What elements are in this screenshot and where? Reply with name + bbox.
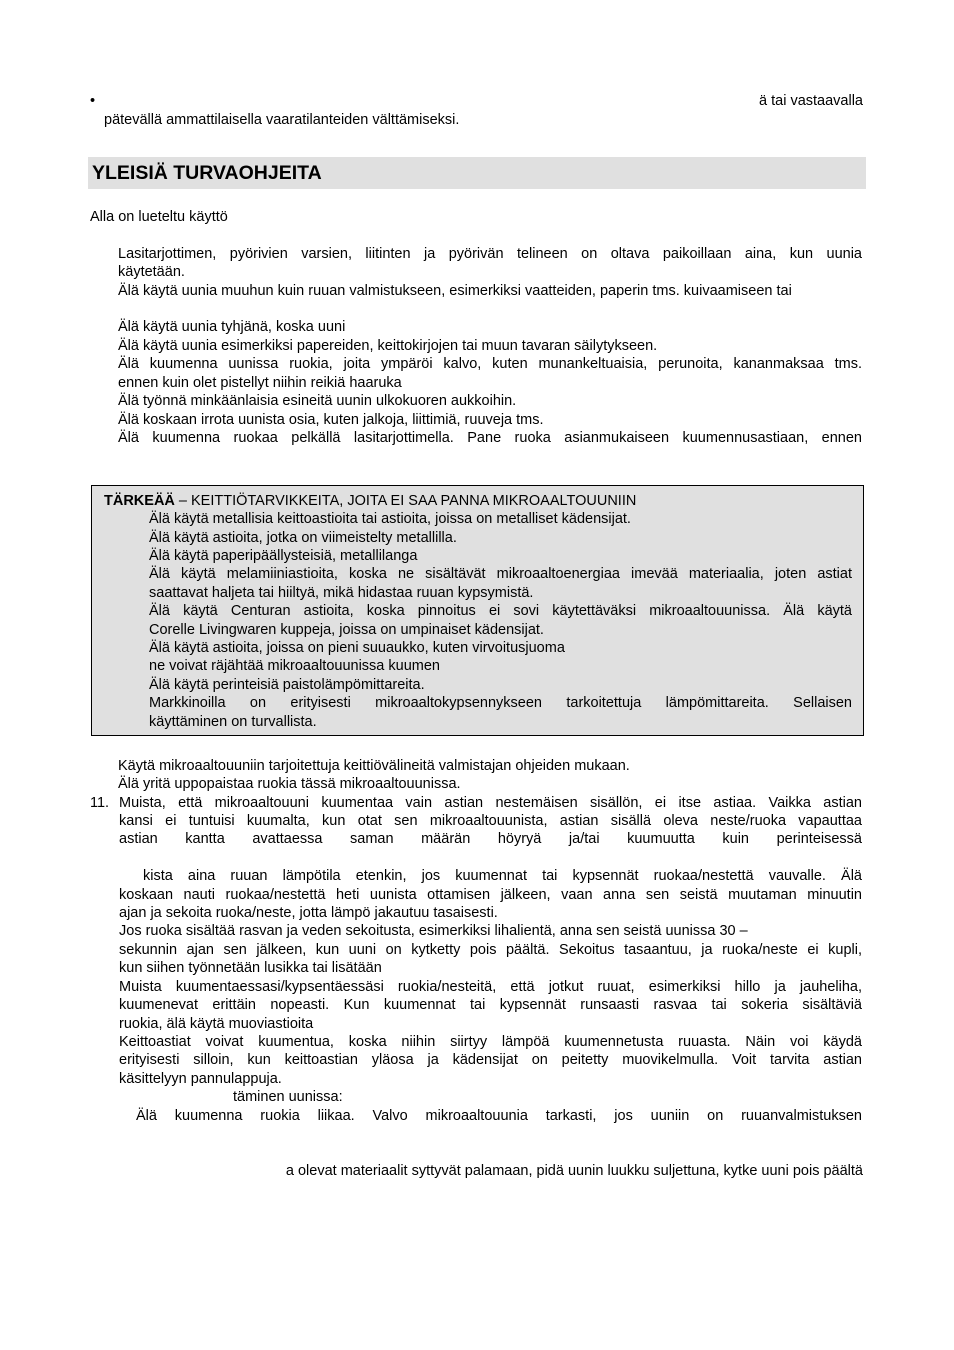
after-line: Älä yritä uppopaistaa ruokia tässä mikroaaltouunissa.	[118, 776, 461, 792]
body-line: täminen uunissa:	[233, 1089, 343, 1105]
important-heading	[104, 492, 636, 510]
rule-line: Älä kuumenna ruokaa pelkällä lasitarjottimella. Pane ruoka asianmukaiseen kuumennusastiaan, ennen	[118, 430, 862, 446]
body-line: erityisesti silloin, kun keittoastian yläosa ja kädensijat on peitetty muovikelmulla. Voit tarvita astian	[119, 1052, 862, 1068]
important-line: Älä käytä melamiiniastioita, koska ne sisältävät mikroaaltoenergiaa imevää materiaalia, joten astiat	[149, 566, 852, 582]
intro-text: Alla on lueteltu käyttö	[90, 209, 228, 225]
body-line: kista aina ruuan lämpötila etenkin, jos kuumennat tai kypsennät ruokaa/nestettä vauvalle. Älä	[143, 868, 862, 884]
body-line: kuumenevat erittäin nopeasti. Kun kuumennat tai kypsennät runsaasti rasvaa tai sokeria sisältäviä	[119, 997, 862, 1013]
section-heading-bar	[88, 157, 866, 189]
top-right-fragment: ä tai vastaavalla	[759, 93, 863, 109]
rule-line: ennen kuin olet pistellyt niihin reikiä haaruka	[118, 375, 402, 391]
rule-line: Älä käytä uunia esimerkiksi papereiden, keittokirjojen tai muun tavaran säilytykseen.	[118, 338, 658, 354]
body-line: sekunnin ajan sen jälkeen, kun uuni on kytketty pois päältä. Sekoitus tasaantuu, ja ruoka/neste ei kupli,	[119, 942, 862, 958]
rule-line: Älä käytä uunia tyhjänä, koska uuni	[118, 319, 346, 335]
body-line: a olevat materiaalit syttyvät palamaan, pidä uunin luukku suljettuna, kytke uuni pois päältä	[285, 1163, 863, 1179]
item-11-line: astian kantta avattaessa saman määrän höyryä ja/tai kuumuutta kuin perinteisessä	[119, 831, 862, 847]
important-line: Älä käytä astioita, joissa on pieni suuaukko, kuten virvoitusjuoma	[149, 640, 565, 656]
important-line: ne voivat räjähtää mikroaaltouunissa kuumen	[149, 658, 440, 674]
important-line: Markkinoilla on erityisesti mikroaaltokypsennykseen tarkoitettuja lämpömittareita. Sellaisen	[149, 695, 852, 711]
top-continuation: pätevällä ammattilaisella vaaratilanteiden välttämiseksi.	[104, 112, 460, 128]
important-line: Corelle Livingwaren kuppeja, joissa on umpinaiset kädensijat.	[149, 622, 544, 638]
after-line: Käytä mikroaaltouuniin tarjoitettuja keittiövälineitä valmistajan ohjeiden mukaan.	[118, 758, 630, 774]
body-line: ajan ja sekoita ruoka/neste, jotta lämpö jakautuu tasaisesti.	[119, 905, 498, 921]
important-line: Älä käytä astioita, jotka on viimeistelty metallilla.	[149, 530, 457, 546]
rule-line: käytetään.	[118, 264, 185, 280]
body-line: Keittoastiat voivat kuumentua, koska niihin siirtyy lämpöä kuumennetusta ruuasta. Näin voi käydä	[119, 1034, 862, 1050]
rule-line: Älä kuumenna uunissa ruokia, joita ympäröi kalvo, kuten munankeltuaisia, perunoita, kananmaksaa tms.	[118, 356, 862, 372]
item-11-number: 11.	[90, 795, 110, 811]
body-line: ruokia, älä käytä muoviastioita	[119, 1016, 314, 1032]
important-label: TÄRKEÄÄ	[104, 493, 175, 509]
section-title: YLEISIÄ TURVAOHJEITA	[92, 162, 322, 184]
rule-line: Älä koskaan irrota uunista osia, kuten jalkoja, liittimiä, ruuveja tms.	[118, 412, 544, 428]
rule-line: Älä käytä uunia muuhun kuin ruuan valmistukseen, esimerkiksi vaatteiden, paperin tms. kuivaamiseen tai	[118, 283, 792, 299]
important-title: – KEITTIÖTARVIKKEITA, JOITA EI SAA PANNA MIKROAALTOUUNIIN	[174, 493, 637, 509]
body-line: kun siihen työnnetään lusikka tai lisätään	[119, 960, 382, 976]
important-line: Älä käytä metallisia keittoastioita tai astioita, joissa on metalliset kädensijat.	[149, 511, 631, 527]
body-line: Jos ruoka sisältää rasvan ja veden sekoitusta, esimerkiksi lihalientä, anna sen seistä uunissa 30 –	[119, 923, 748, 939]
important-line: Älä käytä perinteisiä paistolämpömittareita.	[149, 677, 425, 693]
important-line: käyttäminen on turvallista.	[149, 714, 317, 730]
important-line: Älä käytä Centuran astioita, koska pinnoitus ei sovi käytettäväksi mikroaaltouunissa. Älä käytä	[149, 603, 852, 619]
important-line: saattavat haljeta tai hiiltyä, mikä hidastaa ruuan kypsymistä.	[149, 585, 534, 601]
body-line: koskaan nauti ruokaa/nestettä heti uunista ottamisen jälkeen, vaan anna sen seistä muutaman minuutin	[119, 887, 862, 903]
rule-line: Lasitarjottimen, pyörivien varsien, liitinten ja pyörivän telineen on oltava paikoillaan aina, kun uunia	[118, 246, 862, 262]
body-line: käsittelyyn pannulappuja.	[119, 1071, 282, 1087]
bullet: •	[90, 93, 96, 109]
item-11-line: Muista, että mikroaaltouuni kuumentaa vain astian nestemäisen sisällön, ei itse astiaa. Vaikka astian	[119, 795, 862, 811]
body-line: Muista kuumentaessasi/kypsentäessäsi ruokia/nesteitä, että jotkut ruuat, esimerkiksi hillo ja jauheliha,	[119, 979, 862, 995]
rule-line: Älä työnnä minkäänlaisia esineitä uunin ulkokuoren aukkoihin.	[118, 393, 517, 409]
body-line: Älä kuumenna ruokia liikaa. Valvo mikroaaltouunia tarkasti, jos uuniin on ruuanvalmistuksen	[136, 1108, 862, 1124]
important-line: Älä käytä paperipäällysteisiä, metallilanga	[149, 548, 418, 564]
item-11-line: kansi ei tuntuisi kuumalta, kun otat sen mikroaaltouunista, astian sisällä oleva neste/ruoka vapauttaa	[119, 813, 862, 829]
